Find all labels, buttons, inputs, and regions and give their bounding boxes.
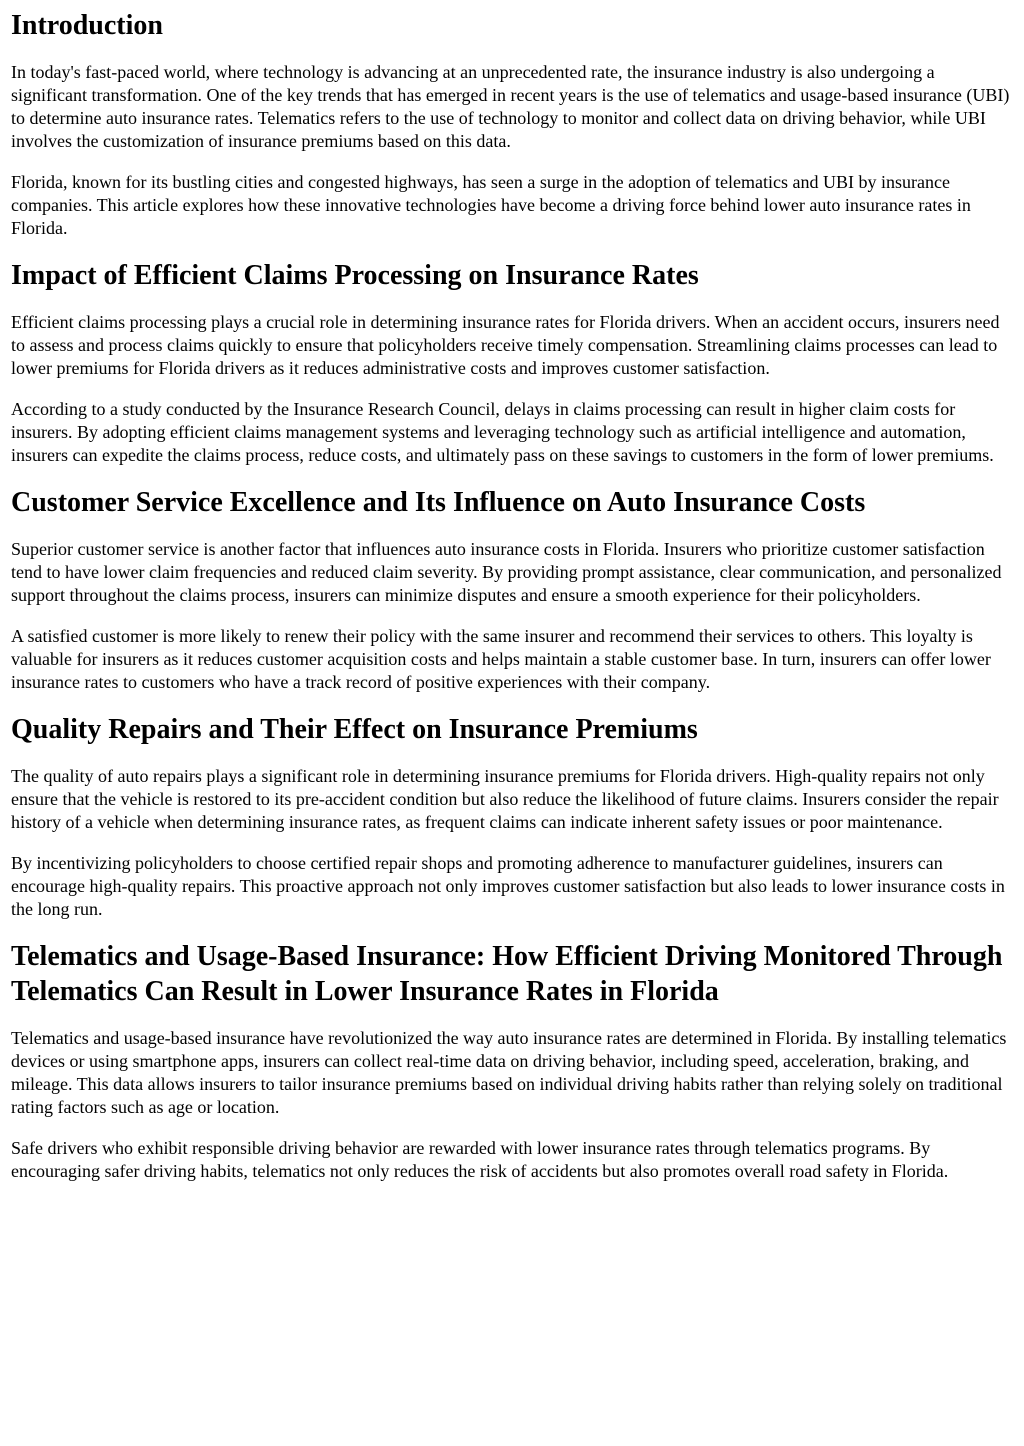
section-telematics bbox=[11, 939, 1013, 1183]
section-quality-repairs bbox=[11, 712, 1013, 921]
paragraph: Florida, known for its bustling cities and congested highways, has seen a surge in the adoption of telematics and UBI by insurance companies. This article explores how these innovative technologies have become a driving force behind lower auto insurance rates in Florida. bbox=[11, 172, 971, 238]
section-customer-service bbox=[11, 485, 1013, 694]
paragraph: A satisfied customer is more likely to renew their policy with the same insurer and recommend their services to others. This loyalty is valuable for insurers as it reduces customer acquisition costs and helps maintain a stable customer base. In turn, insurers can offer lower insurance rates to customers who have a track record of positive experiences with their company. bbox=[11, 626, 991, 692]
paragraph: In today's fast-paced world, where technology is advancing at an unprecedented rate, the insurance industry is also undergoing a significant transformation. One of the key trends that has emerged in recent years is the use of telematics and usage-based insurance (UBI) to determine auto insurance rates. Telematics refers to the use of technology to monitor and collect data on driving behavior, while UBI involves the customization of insurance premiums based on this data. bbox=[11, 62, 1010, 151]
paragraph: The quality of auto repairs plays a significant role in determining insurance premiums for Florida drivers. High-quality repairs not only ensure that the vehicle is restored to its pre-accident condition but also reduce the likelihood of future claims. Insurers consider the repair history of a vehicle when determining insurance rates, as frequent claims can indicate inherent safety issues or poor maintenance. bbox=[11, 766, 999, 832]
section-introduction bbox=[11, 8, 1013, 240]
section-heading: Quality Repairs and Their Effect on Insurance Premiums bbox=[11, 714, 698, 745]
paragraph: Superior customer service is another factor that influences auto insurance costs in Florida. Insurers who prioritize customer satisfaction tend to have lower claim frequencies and reduced claim severity. By providing prompt assistance, clear communication, and personalized support throughout the claims process, insurers can minimize disputes and ensure a smooth experience for their policyholders. bbox=[11, 539, 1002, 605]
section-heading: Telematics and Usage-Based Insurance: How Efficient Driving Monitored Through Telematics Can Result in Lower Insurance Rates in Florida bbox=[11, 941, 1003, 1007]
paragraph: Efficient claims processing plays a crucial role in determining insurance rates for Florida drivers. When an accident occurs, insurers need to assess and process claims quickly to ensure that policyholders receive timely compensation. Streamlining claims processes can lead to lower premiums for Florida drivers as it reduces administrative costs and improves customer satisfaction. bbox=[11, 312, 1000, 378]
paragraph: By incentivizing policyholders to choose certified repair shops and promoting adherence to manufacturer guidelines, insurers can encourage high-quality repairs. This proactive approach not only improves customer satisfaction but also leads to lower insurance costs in the long run. bbox=[11, 853, 1005, 919]
paragraph: Telematics and usage-based insurance have revolutionized the way auto insurance rates are determined in Florida. By installing telematics devices or using smartphone apps, insurers can collect real-time data on driving behavior, including speed, acceleration, braking, and mileage. This data allows insurers to tailor insurance premiums based on individual driving habits rather than relying solely on traditional rating factors such as age or location. bbox=[11, 1028, 1007, 1117]
paragraph: Safe drivers who exhibit responsible driving behavior are rewarded with lower insurance rates through telematics programs. By encouraging safer driving habits, telematics not only reduces the risk of accidents but also promotes overall road safety in Florida. bbox=[11, 1138, 949, 1181]
section-heading: Customer Service Excellence and Its Influence on Auto Insurance Costs bbox=[11, 487, 866, 518]
section-heading: Introduction bbox=[11, 10, 163, 41]
section-claims-processing bbox=[11, 258, 1013, 467]
section-heading: Impact of Efficient Claims Processing on Insurance Rates bbox=[11, 260, 699, 291]
paragraph: According to a study conducted by the Insurance Research Council, delays in claims processing can result in higher claim costs for insurers. By adopting efficient claims management systems and leveraging technology such as artificial intelligence and automation, insurers can expedite the claims process, reduce costs, and ultimately pass on these savings to customers in the form of lower premiums. bbox=[11, 399, 994, 465]
